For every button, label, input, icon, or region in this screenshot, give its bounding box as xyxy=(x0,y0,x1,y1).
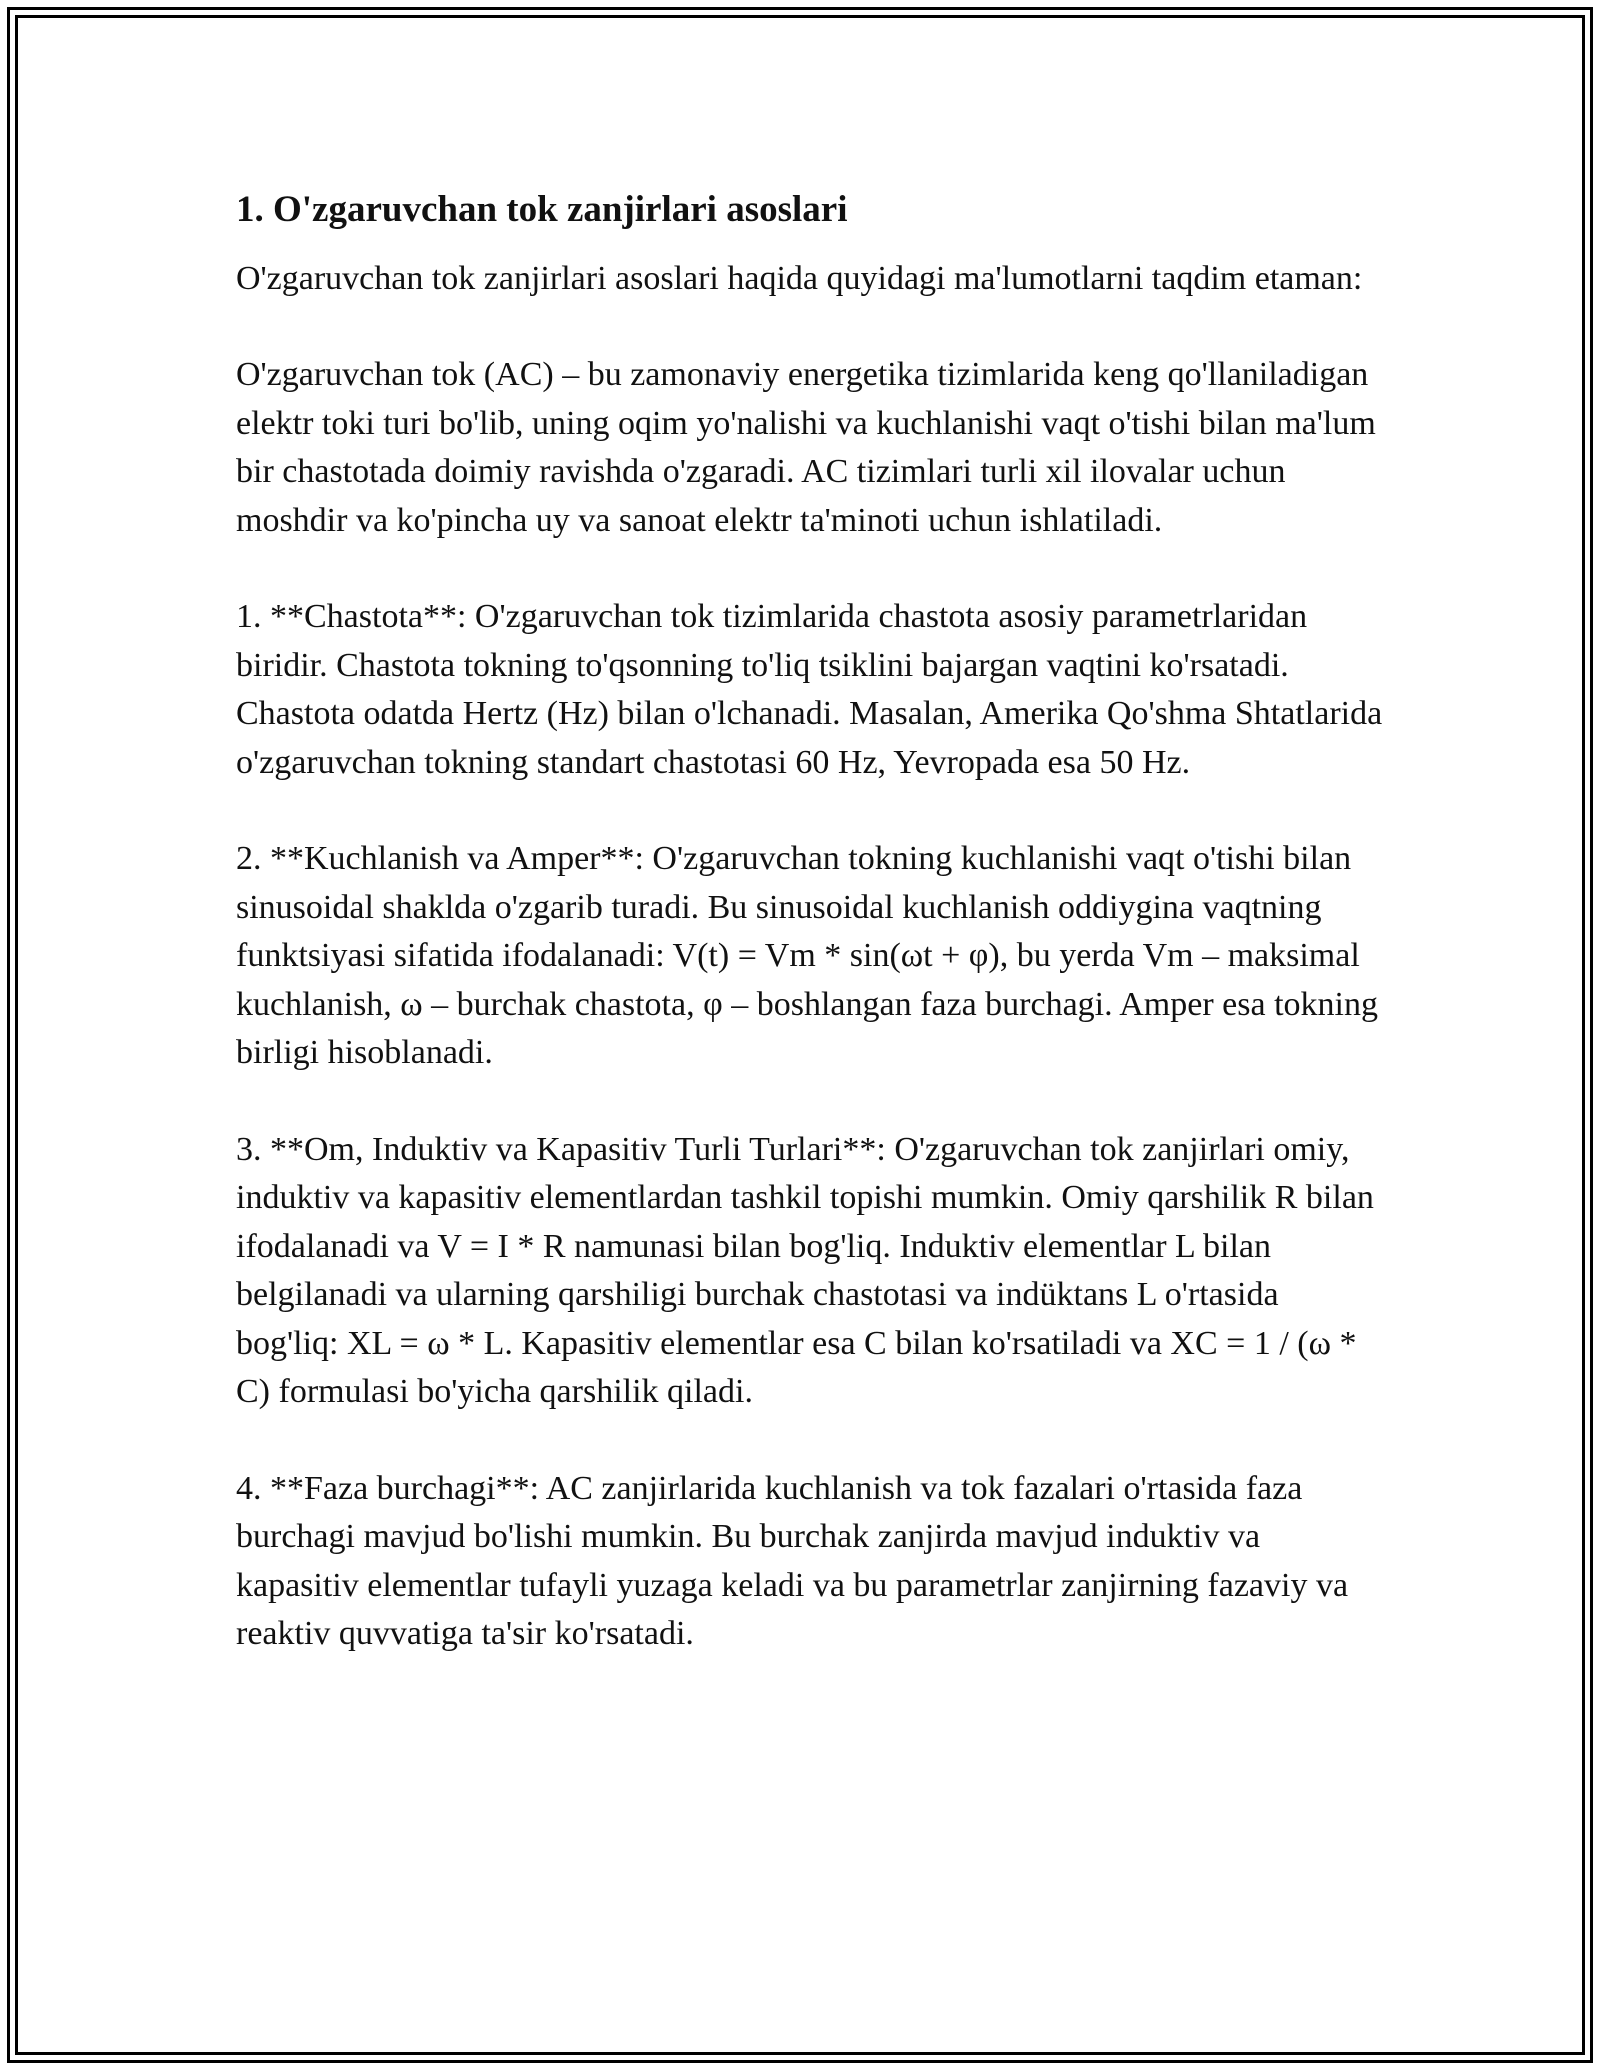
document-body xyxy=(236,185,1386,1707)
phase-angle-paragraph: 4. **Faza burchagi**: AC zanjirlarida kuchlanish va tok fazalari o'rtasida faza burchagi mavjud bo'lishi mumkin. Bu burchak zanjirda mavjud induktiv va kapasitiv elementlar tufayli yuzaga keladi va bu parametrlar zanjirning fazaviy va reaktiv quvvatiga ta'sir ko'rsatadi. xyxy=(236,1469,1349,1653)
ac-definition-paragraph: O'zgaruvchan tok (AC) – bu zamonaviy energetika tizimlarida keng qo'llaniladigan elektr toki turi bo'lib, uning oqim yo'nalishi va kuchlanishi vaqt o'tishi bilan ma'lum bir chastotada doimiy ravishda o'zgaradi. AC tizimlari turli xil ilovalar uchun moshdir va ko'pincha uy va sanoat elektr ta'minoti uchun ishlatiladi. xyxy=(236,356,1376,539)
intro-paragraph: O'zgaruvchan tok zanjirlari asoslari haqida quyidagi ma'lumotlarni taqdim etaman: xyxy=(236,259,1363,297)
document-title: 1. O'zgaruvchan tok zanjirlari asoslari xyxy=(236,189,848,230)
voltage-ampere-paragraph: 2. **Kuchlanish va Amper**: O'zgaruvchan tokning kuchlanishi vaqt o'tishi bilan sinusoidal shaklda o'zgarib turadi. Bu sinusoidal kuchlanish oddiygina vaqtning funktsiyasi sifatida ifodalanadi: V(t) = Vm * sin(ωt + φ), bu yerda Vm – maksimal kuchlanish, ω – burchak chastota, φ – boshlangan faza burchagi. Amper esa tokning birligi hisoblanadi. xyxy=(236,840,1378,1072)
element-types-paragraph: 3. **Om, Induktiv va Kapasitiv Turli Turlari**: O'zgaruvchan tok zanjirlari omiy, induktiv va kapasitiv elementlardan tashkil topishi mumkin. Omiy qarshilik R bilan ifodalanadi va V = I * R namunasi bilan bog'liq. Induktiv elementlar L bilan belgilanadi va ularning qarshiligi burchak chastotasi va indüktans L o'rtasida bog'liq: XL = ω * L. Kapasitiv elementlar esa C bilan ko'rsatiladi va XC = 1 / (ω * C) formulasi bo'yicha qarshilik qiladi. xyxy=(236,1130,1374,1411)
frequency-paragraph: 1. **Chastota**: O'zgaruvchan tok tizimlarida chastota asosiy parametrlaridan biridir. Chastota tokning to'qsonning to'liq tsiklini bajargan vaqtini ko'rsatadi. Chastota odatda Hertz (Hz) bilan o'lchanadi. Masalan, Amerika Qo'shma Shtatlarida o'zgaruvchan tokning standart chastotasi 60 Hz, Yevropada esa 50 Hz. xyxy=(236,598,1383,781)
